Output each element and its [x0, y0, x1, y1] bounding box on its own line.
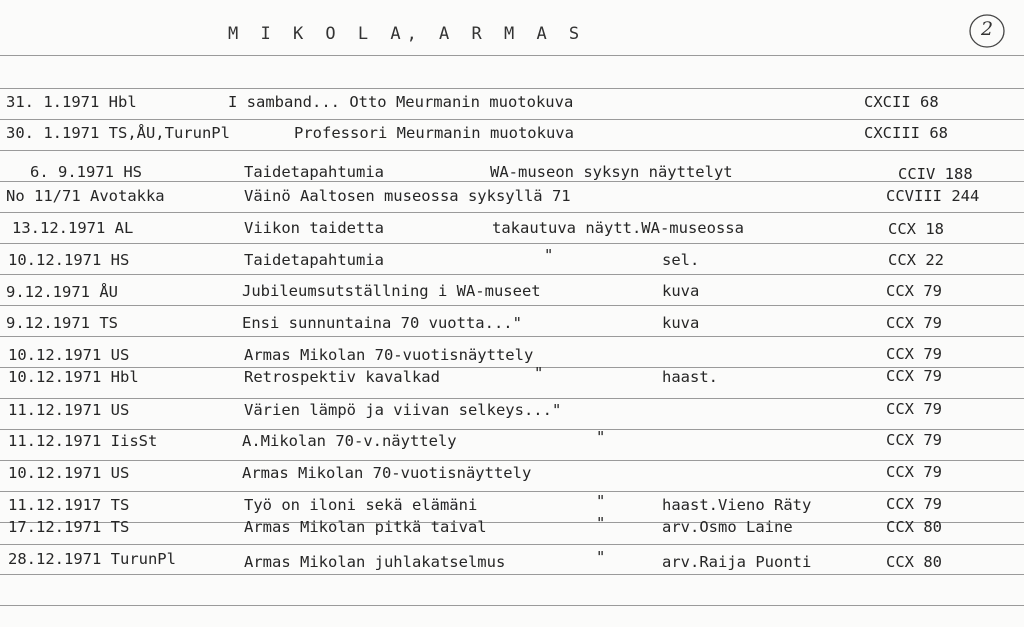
- ditto-mark: ": [596, 514, 606, 532]
- entry-date: 10.12.1971 HS: [8, 251, 130, 269]
- entry-ref: CXCII 68: [864, 93, 939, 111]
- rule-line: [0, 544, 1024, 545]
- rule-line: [0, 429, 1024, 430]
- entry-ref: CCX 79: [886, 400, 942, 418]
- entry-ref: CCX 79: [886, 345, 942, 363]
- entry-title: Armas Mikolan juhlakatselmus: [244, 553, 506, 571]
- entry-date: 10.12.1971 Hbl: [8, 368, 139, 386]
- entry-date: No 11/71 Avotakka: [6, 187, 165, 205]
- rule-line: [0, 150, 1024, 151]
- entry-ref: CCX 79: [886, 367, 942, 385]
- rule-line: [0, 491, 1024, 492]
- entry-title: Taidetapahtumia: [244, 251, 384, 269]
- entry-date: 31. 1.1971 Hbl: [6, 93, 137, 111]
- rule-line: [0, 574, 1024, 575]
- entry-title: I samband... Otto Meurmanin muotokuva: [228, 93, 574, 111]
- entry-extra: haast.: [662, 368, 718, 386]
- entry-title: Professori Meurmanin muotokuva: [294, 124, 574, 142]
- entry-title: A.Mikolan 70-v.näyttely: [242, 432, 457, 450]
- entry-ref: CCX 79: [886, 495, 942, 513]
- entry-title: Jubileumsutställning i WA-museet: [242, 282, 541, 300]
- rule-line: [0, 243, 1024, 244]
- page-number-badge: [968, 12, 1006, 50]
- entry-date: 17.12.1971 TS: [8, 518, 130, 536]
- entry-ref: CCX 80: [886, 518, 942, 536]
- rule-line: [0, 212, 1024, 213]
- entry-ref: CCIV 188: [898, 165, 973, 183]
- entry-date: 13.12.1971 AL: [12, 219, 134, 237]
- entry-note: takautuva näytt.WA-museossa: [492, 219, 744, 237]
- entry-title: Taidetapahtumia: [244, 163, 384, 181]
- entry-extra: kuva: [662, 314, 700, 332]
- entry-title: Värien lämpö ja viivan selkeys...": [244, 401, 562, 419]
- entry-extra: sel.: [662, 251, 700, 269]
- entry-date: 9.12.1971 ÅU: [6, 283, 118, 301]
- rule-line: [0, 460, 1024, 461]
- entry-title: Työ on iloni sekä elämäni: [244, 496, 478, 514]
- entry-date: 10.12.1971 US: [8, 464, 130, 482]
- entry-ref: CCX 79: [886, 314, 942, 332]
- entry-date: 6. 9.1971 HS: [30, 163, 142, 181]
- ditto-mark: ": [596, 492, 606, 510]
- entry-extra: arv.Osmo Laine: [662, 518, 793, 536]
- entry-title: Retrospektiv kavalkad: [244, 368, 440, 386]
- entry-extra: haast.Vieno Räty: [662, 496, 812, 514]
- entry-ref: CCX 22: [888, 251, 944, 269]
- entry-date: 28.12.1971 TurunPl: [8, 550, 176, 568]
- rule-line: [0, 336, 1024, 337]
- ditto-mark: ": [534, 364, 544, 382]
- rule-line: [0, 305, 1024, 306]
- rule-line: [0, 181, 1024, 182]
- entry-title: Armas Mikolan pitkä taival: [244, 518, 487, 536]
- entry-ref: CCVIII 244: [886, 187, 980, 205]
- rule-line: [0, 88, 1024, 89]
- entry-title: Viikon taidetta: [244, 219, 384, 237]
- ditto-mark: ": [596, 548, 606, 566]
- entry-date: 9.12.1971 TS: [6, 314, 118, 332]
- entry-title: Väinö Aaltosen museossa syksyllä 71: [244, 187, 571, 205]
- entry-extra: kuva: [662, 282, 700, 300]
- entry-date: 11.12.1971 US: [8, 401, 130, 419]
- entry-title: Ensi sunnuntaina 70 vuotta...": [242, 314, 522, 332]
- ditto-mark: ": [544, 246, 554, 264]
- card-title: M I K O L A, A R M A S: [228, 24, 586, 44]
- entry-ref: CCX 79: [886, 282, 942, 300]
- entry-extra: arv.Raija Puonti: [662, 553, 812, 571]
- entry-title: Armas Mikolan 70-vuotisnäyttely: [244, 346, 534, 364]
- rule-line: [0, 55, 1024, 56]
- entry-date: 30. 1.1971 TS,ÅU,TurunPl: [6, 124, 230, 142]
- entry-ref: CXCIII 68: [864, 124, 948, 142]
- ditto-mark: ": [596, 428, 606, 446]
- entry-ref: CCX 80: [886, 553, 942, 571]
- entry-date: 10.12.1971 US: [8, 346, 130, 364]
- page-number: 2: [980, 18, 994, 40]
- entry-ref: CCX 18: [888, 220, 944, 238]
- rule-line: [0, 119, 1024, 120]
- entry-note: WA-museon syksyn näyttelyt: [490, 163, 733, 181]
- entry-date: 11.12.1971 IisSt: [8, 432, 158, 450]
- entry-title: Armas Mikolan 70-vuotisnäyttely: [242, 464, 532, 482]
- entry-date: 11.12.1917 TS: [8, 496, 130, 514]
- rule-line: [0, 274, 1024, 275]
- entry-ref: CCX 79: [886, 431, 942, 449]
- rule-line: [0, 367, 1024, 368]
- entry-ref: CCX 79: [886, 463, 942, 481]
- rule-line: [0, 605, 1024, 606]
- rule-line: [0, 398, 1024, 399]
- rule-line: [0, 522, 1024, 523]
